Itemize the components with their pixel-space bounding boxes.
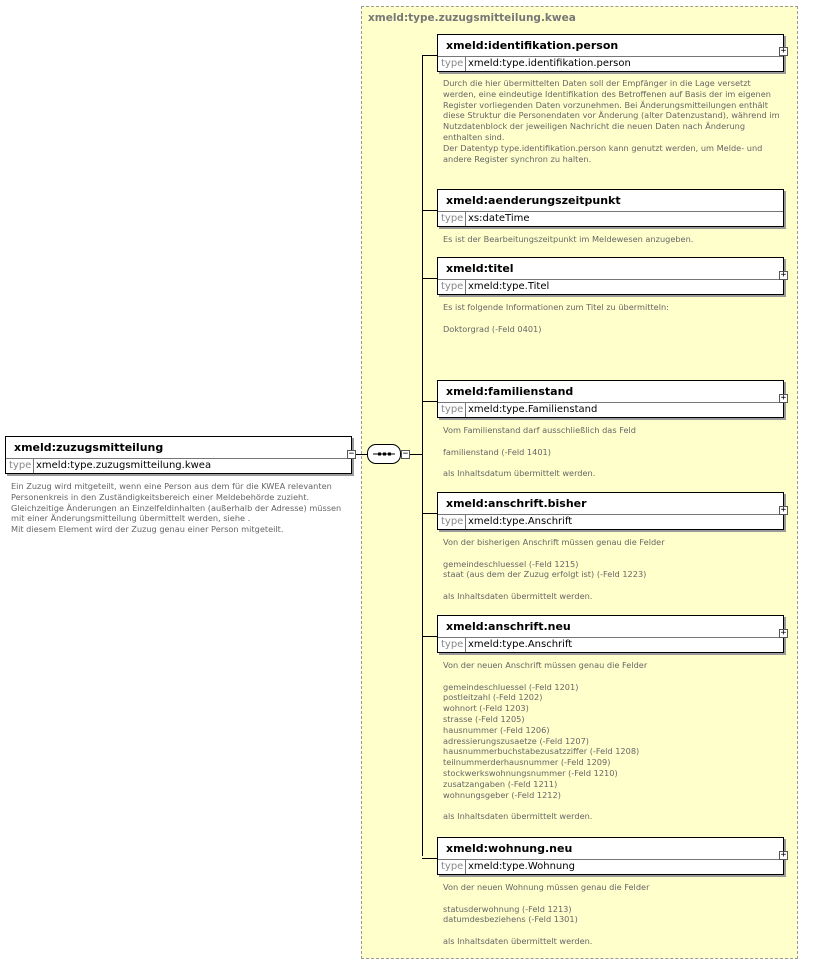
branch-line [422, 636, 437, 637]
element-name: xmeld:titel [446, 262, 514, 275]
element-documentation: Vom Familienstand darf ausschließlich das Feld familienstand (-Feld 1401) als Inhaltsdatum übermittelt werden. [443, 425, 636, 479]
element-documentation: Durch die hier übermittelten Daten soll der Empfänger in die Lage versetzt werden, eine eindeutige Identifikation des Betroffenen auf Basis der im eigenen Register vorliegenden Daten vorzunehmen. Bei Änderungsmitteilungen enthält diese Struktur die Personendaten vor Änderung (alter Datenzustand), während im Nutzdatenblock der jeweiligen Nachricht die neuen Daten nach Änderung enthalten sind. Der Datentyp type.identifikation.person kann genutzt werden, um Melde- und andere Register synchron zu halten. [443, 78, 780, 164]
children-trunk-line [422, 55, 423, 856]
element-name: xmeld:wohnung.neu [446, 842, 573, 855]
root-type-row [6, 458, 351, 473]
branch-line [422, 401, 437, 402]
type-separator [465, 515, 466, 529]
element-documentation: Es ist folgende Informationen zum Titel zu übermitteln: Doktorgrad (-Feld 0401) [443, 302, 669, 334]
expand-icon[interactable]: + [780, 393, 787, 403]
type-separator [465, 280, 466, 294]
element-documentation: Von der bisherigen Anschrift müssen genau die Felder gemeindeschluessel (-Feld 1215) staat (aus dem der Zuzug erfolgt ist) (-Feld 1223) als Inhaltsdaten übermittelt werden. [443, 537, 665, 601]
type-label: type [441, 213, 464, 224]
type-label: type [441, 516, 464, 527]
complex-type-title: xmeld:type.zuzugsmitteilung.kwea [368, 12, 576, 24]
type-row [438, 402, 783, 417]
expand-icon[interactable]: + [780, 46, 787, 56]
type-label: type [441, 639, 464, 650]
element-anschrift-bisher[interactable] [437, 492, 784, 530]
type-separator [33, 459, 34, 473]
branch-line [422, 858, 437, 859]
sequence-connector-line [410, 454, 422, 455]
root-element-box[interactable] [5, 436, 352, 474]
branch-line [422, 210, 437, 211]
root-documentation: Ein Zuzug wird mitgeteilt, wenn eine Person aus dem für die KWEA relevanten Personenkreis in den Zuständigkeitsbereich einer Meldebehörde zuzieht. Gleichzeitige Änderungen an Einzelfeldinhalten (außerhalb der Adresse) müssen mit einer Änderungsmitteilung übermittelt werden, siehe . Mit diesem Element wird der Zuzug genau einer Person mitgeteilt. [11, 481, 342, 535]
type-value: xmeld:type.Wohnung [468, 861, 575, 872]
element-documentation: Von der neuen Wohnung müssen genau die Felder statusderwohnung (-Feld 1213) datumdesbeziehens (-Feld 1301) als Inhaltsdaten übermittelt werden. [443, 882, 650, 946]
expand-icon[interactable]: + [780, 850, 787, 860]
element-name: xmeld:identifikation.person [446, 39, 619, 52]
type-separator [465, 403, 466, 417]
branch-line [422, 278, 437, 279]
type-separator [465, 57, 466, 71]
branch-line [422, 55, 437, 56]
element-identifikation-person[interactable] [437, 34, 784, 72]
type-separator [465, 638, 466, 652]
sequence-icon [368, 445, 400, 463]
element-wohnung-neu[interactable] [437, 837, 784, 875]
element-name: xmeld:anschrift.neu [446, 620, 571, 633]
type-row [438, 859, 783, 874]
type-row [438, 211, 783, 226]
type-value: xmeld:type.Anschrift [468, 639, 573, 650]
type-value: xmeld:type.identifikation.person [468, 58, 631, 69]
type-label: type [441, 861, 464, 872]
root-collapse-icon[interactable]: − [348, 449, 355, 459]
type-value: xs:dateTime [468, 213, 530, 224]
element-anschrift-neu[interactable] [437, 615, 784, 653]
branch-line [422, 513, 437, 514]
type-separator [465, 212, 466, 226]
type-row [438, 514, 783, 529]
type-separator [465, 860, 466, 874]
type-value: xmeld:type.Titel [468, 281, 550, 292]
type-value: xmeld:type.Anschrift [468, 516, 573, 527]
type-label: type [9, 460, 32, 471]
expand-icon[interactable]: + [780, 505, 787, 515]
element-name: xmeld:aenderungszeitpunkt [446, 194, 621, 207]
root-element-name: xmeld:zuzugsmitteilung [14, 441, 164, 454]
expand-icon[interactable]: + [780, 270, 787, 280]
type-label: type [441, 281, 464, 292]
expand-icon[interactable]: + [780, 628, 787, 638]
type-value: xmeld:type.Familienstand [468, 404, 598, 415]
type-label: type [441, 58, 464, 69]
sequence-compositor[interactable] [367, 444, 401, 464]
root-type-value: xmeld:type.zuzugsmitteilung.kwea [36, 460, 212, 471]
element-name: xmeld:anschrift.bisher [446, 497, 587, 510]
element-name: xmeld:familienstand [446, 385, 574, 398]
element-documentation: Es ist der Bearbeitungszeitpunkt im Meldewesen anzugeben. [443, 234, 694, 244]
type-row [438, 637, 783, 652]
element-aenderungszeitpunkt[interactable] [437, 189, 784, 227]
element-documentation: Von der neuen Anschrift müssen genau die Felder gemeindeschluessel (-Feld 1201) postleitzahl (-Feld 1202) wohnort (-Feld 1203) strasse (-Feld 1205) hausnummer (-Feld 1206) adressierungszusaetze (-Feld 1207) hausnummerbuchstabezusatzziffer (-Feld 1208) teilnummerderhausnummer (-Feld 1209) stockwerkswohnungsnummer (-Feld 1210) zusatzangaben (-Feld 1211) wohnungsgeber (-Feld 1212) als Inhaltsdaten übermittelt werden. [443, 660, 648, 822]
type-label: type [441, 404, 464, 415]
type-row [438, 56, 783, 71]
sequence-collapse-icon[interactable]: − [402, 449, 409, 459]
element-familienstand[interactable] [437, 380, 784, 418]
type-row [438, 279, 783, 294]
element-titel[interactable] [437, 257, 784, 295]
